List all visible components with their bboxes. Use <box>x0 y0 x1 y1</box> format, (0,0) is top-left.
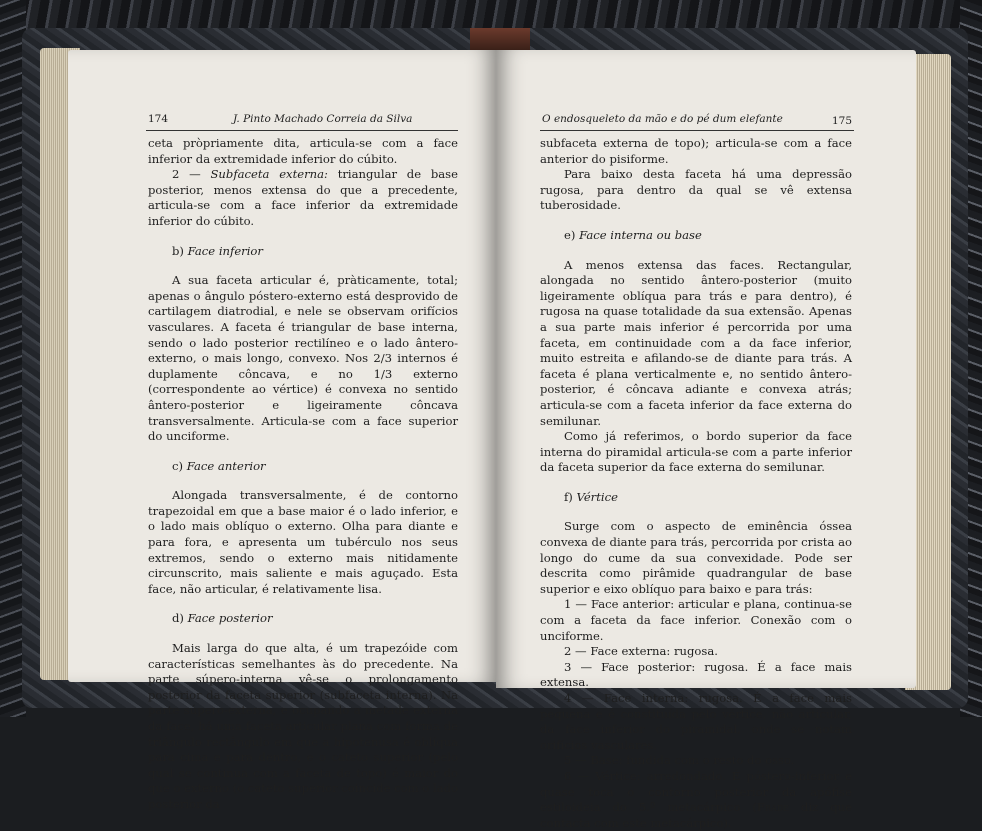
section-heading <box>148 244 458 260</box>
paragraph <box>148 273 458 445</box>
paragraph <box>148 641 458 813</box>
paragraph-text: triangular de base posterior, menos extensa do que a precedente, articula-se com a face inferior da extremidade inferior do cúbito. <box>148 167 458 228</box>
page-number: 175 <box>832 115 853 127</box>
section-heading <box>148 611 458 627</box>
paragraph-text: 4 — Face interna: rugosa. É a face mais pequena e é constituída pelo vértice, não articular, da face inferior do piramidal, onde se notam orifícios vasculares. <box>540 691 852 752</box>
section-heading <box>540 228 852 244</box>
paragraph <box>540 167 852 214</box>
book-spine <box>470 28 530 50</box>
left-page-body <box>148 136 458 813</box>
paragraph-prefix: 2 — <box>172 167 211 182</box>
paragraph-text-after: diz que contacta com este metacárpico). <box>540 800 853 830</box>
paragraph-text: 1 — Face anterior: articular e plana, continua-se com a faceta da face inferior. Conexão com o unciforme. <box>540 597 852 643</box>
paragraph <box>540 644 852 660</box>
paragraph-text: 5 — Base: fundida com o resto do osso. <box>564 753 795 768</box>
paragraph <box>540 691 852 753</box>
section-title: Face inferior <box>187 243 263 258</box>
running-head: O endosqueleto da mão e do pé dum elefante <box>542 113 783 125</box>
section-label: d) <box>172 611 184 626</box>
paragraph-text: A sua faceta articular é, pràticamente, total; apenas o ângulo póstero-externo está desprovido de cartilagem diatrodial, e nele se observam orifícios vasculares. A faceta é triangular de base interna, sendo o lado posterior rectilíneo e o lado ântero-externo, o mais longo, convexo. Nos 2/3 internos é duplamente côncava, e no 1/3 externo (correspondente ao vértice) é convexa no sentido ântero-posterior e ligeiramente côncava transversalmente. Articula-se com a face superior do unciforme. <box>148 273 458 444</box>
paragraph-italic: Subfaceta externa: <box>210 167 328 182</box>
paragraph <box>540 769 852 831</box>
section-label: e) <box>564 227 576 242</box>
section-heading <box>540 490 852 506</box>
left-page <box>68 50 496 811</box>
section-label: f) <box>564 489 573 504</box>
paragraph <box>540 753 852 769</box>
paragraph <box>148 136 458 167</box>
page-number: 174 <box>148 113 169 125</box>
paragraph-text: Alongada transversalmente, é de contorno trapezoidal em que a base maior é o lado inferior, e o lado mais oblíquo o externo. Olha para diante e para fora, e apresenta um tubérculo nos seus extremos, sendo o externo mais nitidamente circunscrito, mais saliente e mais aguçado. Esta face, não articular, é relativamente lisa. <box>148 488 458 596</box>
paragraph-text: 2 — Face externa: rugosa. <box>564 644 718 659</box>
paragraph <box>540 258 852 430</box>
section-heading <box>148 459 458 475</box>
paragraph-text: A menos extensa das faces. Rectangular, alongada no sentido ântero-posterior (muito ligeiramente oblíqua para trás e para dentro), é rugosa na quase totalidade da sua extensão. Apenas a sua parte mais inferior é percorrida por uma faceta, em continuidade com a da face inferior, muito estreita e afilando-se de diante para trás. A faceta é plana verticalmente e, no sentido ântero-posterior, é côncava adiante e convexa atrás; articula-se com a faceta inferior da face externa do semilunar. <box>540 257 852 428</box>
paragraph-text: ceta pròpriamente dita, articula-se com a face inferior da extremidade inferior do cúbito. <box>148 136 458 166</box>
section-title: Face posterior <box>187 611 273 626</box>
paragraph <box>148 488 458 597</box>
paragraph-text: Como já referimos, o bordo superior da face interna do piramidal articula-se com a parte inferior da faceta superior da face externa do semilunar. <box>540 429 852 475</box>
paragraph-text: Surge com o aspecto de eminência óssea convexa de diante para trás, percorrida por crista ao longo do cume da sua convexidade. Pode ser descrita como pirâmide quadrangular de base superior e eixo oblíquo para baixo e para trás: <box>540 519 852 596</box>
paragraph <box>540 519 852 597</box>
paragraph-text: 6 — Vértice: arredondado. É póstero-inferior e quase toca o contorno posterior da apófise estiloideia do 5.º metacárpico ( <box>540 768 852 815</box>
paragraph <box>540 660 852 691</box>
paragraph <box>148 167 458 229</box>
section-title: Vértice <box>576 489 618 504</box>
section-label: b) <box>172 243 184 258</box>
paragraph-text: 3 — Face posterior: rugosa. É a face mais extensa. <box>540 659 852 690</box>
paragraph <box>540 429 852 476</box>
section-title: Face anterior <box>186 458 266 473</box>
paragraph-text: Para baixo desta faceta há uma depressão rugosa, para dentro da qual se vê extensa tuberosidade. <box>540 167 852 213</box>
running-head: J. Pinto Machado Correia da Silva <box>233 113 413 125</box>
right-page-body <box>540 136 852 831</box>
paragraph-text: subfaceta externa de topo); articula-se com a face anterior do pisiforme. <box>540 136 852 166</box>
paragraph-text: Mais larga do que alta, é um trapezóide com características semelhantes às do precedente. Na parte súpero-interna vê-se o prolongamento posterior da faceta superior (subfaceta interna). Na parte súpero-externa, e ocupando a metade externa da face, há uma faceta articular plana com forma de triângulo rectângulo em que a hipotenusa é oblíqua para cima e para dentro, e o cateto superior (pelo qual se continua com a faceta de topo) é maior do que o externo (o cateto superior coincide com o lado posterior da <box>148 641 458 811</box>
author-name: Frade <box>756 800 790 815</box>
paragraph <box>540 136 852 167</box>
header-rule <box>540 130 854 131</box>
right-page <box>496 50 916 830</box>
section-title: Face interna ou base <box>579 227 702 242</box>
paragraph <box>540 597 852 644</box>
section-label: c) <box>172 458 184 473</box>
header-rule <box>146 130 458 131</box>
